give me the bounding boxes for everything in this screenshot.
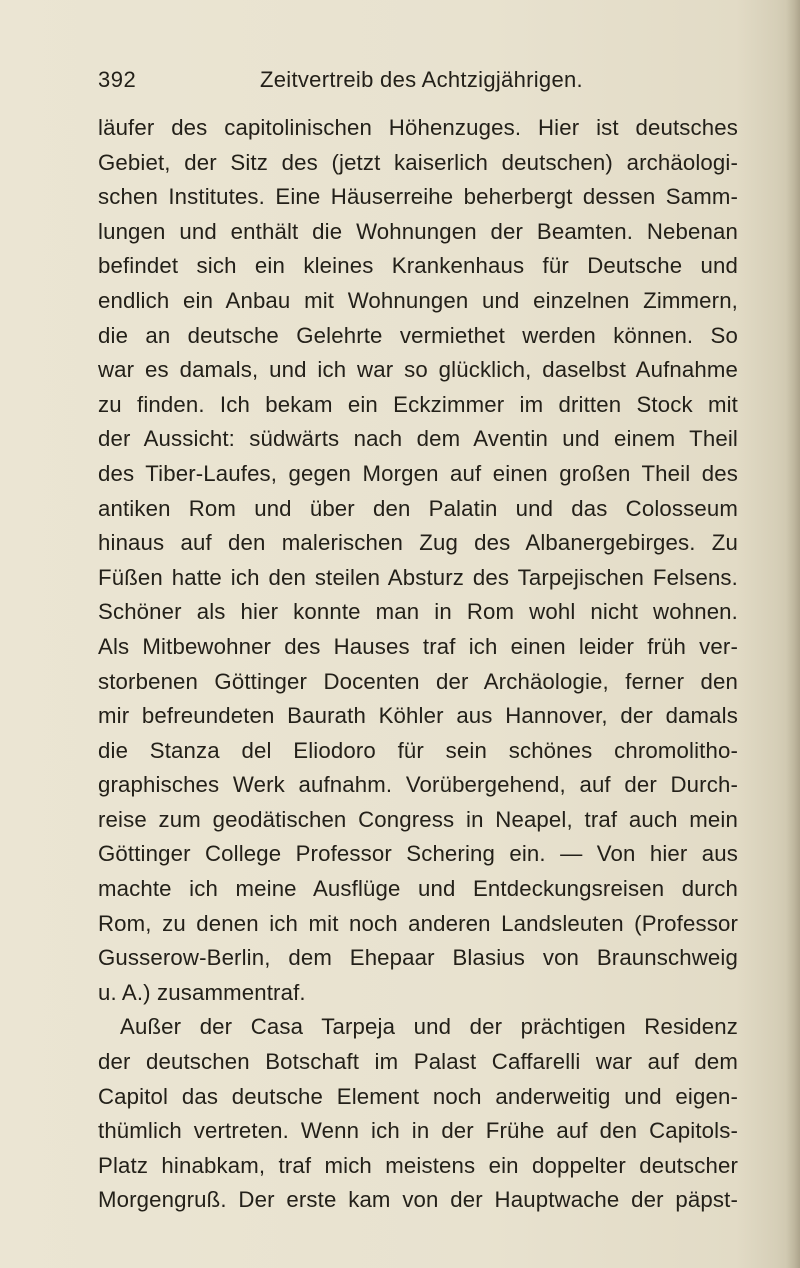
page-edge-shadow — [786, 0, 800, 1268]
text-line: hinaus auf den malerischen Zug des Albanergebirges. Zu — [98, 530, 738, 556]
text-line: mir befreundeten Baurath Köhler aus Hannover, der damals — [98, 703, 738, 729]
text-line: läufer des capitolinischen Höhenzuges. Hier ist deutsches — [98, 115, 738, 140]
text-line: des Tiber-Laufes, gegen Morgen auf einen großen Theil des — [98, 460, 738, 486]
text-line: Als Mitbewohner des Hauses traf ich einen leider früh ver- — [98, 633, 738, 659]
text-line: antiken Rom und über den Palatin und das Colosseum — [98, 495, 738, 521]
text-line: Platz hinabkam, traf mich meistens ein doppelter deutscher — [98, 1152, 738, 1178]
text-line: Gebiet, der Sitz des (jetzt kaiserlich deutschen) archäologi- — [98, 149, 738, 175]
text-line: Gusserow-Berlin, dem Ehepaar Blasius von Braunschweig — [98, 945, 738, 971]
text-line: die an deutsche Gelehrte vermiethet werden können. So — [98, 322, 738, 348]
text-line: lungen und enthält die Wohnungen der Beamten. Nebenan — [98, 218, 738, 244]
text-line: Schöner als hier konnte man in Rom wohl nicht wohnen. — [98, 599, 738, 625]
text-line: Füßen hatte ich den steilen Absturz des Tarpejischen Felsens. — [98, 564, 738, 590]
text-line: Göttinger College Professor Schering ein. — Von hier aus — [98, 841, 738, 867]
paragraph-end-line: u. A.) zusammentraf. — [98, 979, 306, 1005]
text-line: schen Institutes. Eine Häuserreihe beherbergt dessen Samm- — [98, 184, 738, 210]
text-line: reise zum geodätischen Congress in Neapel, traf auch mein — [98, 806, 738, 832]
text-line: der deutschen Botschaft im Palast Caffarelli war auf dem — [98, 1049, 738, 1075]
page-header — [98, 64, 738, 96]
page-number: 392 — [98, 67, 137, 92]
text-line: die Stanza del Eliodoro für sein schönes chromolitho- — [98, 737, 738, 763]
text-line: zu finden. Ich bekam ein Eckzimmer im dritten Stock mit — [98, 391, 738, 417]
text-line: Rom, zu denen ich mit noch anderen Landsleuten (Professor — [98, 910, 738, 936]
text-line: storbenen Göttinger Docenten der Archäologie, ferner den — [98, 668, 738, 694]
text-line: graphisches Werk aufnahm. Vorübergehend, auf der Durch- — [98, 772, 738, 798]
running-head: Zeitvertreib des Achtzigjährigen. — [260, 67, 583, 92]
paragraph-start-line: Außer der Casa Tarpeja und der prächtigen Residenz — [120, 1014, 738, 1040]
text-line: machte ich meine Ausflüge und Entdeckungsreisen durch — [98, 876, 738, 902]
text-line: Capitol das deutsche Element noch anderweitig und eigen- — [98, 1083, 738, 1109]
body-text — [98, 111, 738, 1218]
text-line: der Aussicht: südwärts nach dem Aventin und einem Theil — [98, 426, 738, 452]
text-line: war es damals, und ich war so glücklich, daselbst Aufnahme — [98, 357, 738, 383]
text-line: thümlich vertreten. Wenn ich in der Frühe auf den Capitols- — [98, 1118, 738, 1144]
text-line: befindet sich ein kleines Krankenhaus für Deutsche und — [98, 253, 738, 279]
text-line: endlich ein Anbau mit Wohnungen und einzelnen Zimmern, — [98, 287, 738, 313]
text-line: Morgengruß. Der erste kam von der Hauptwache der päpst- — [98, 1187, 738, 1213]
